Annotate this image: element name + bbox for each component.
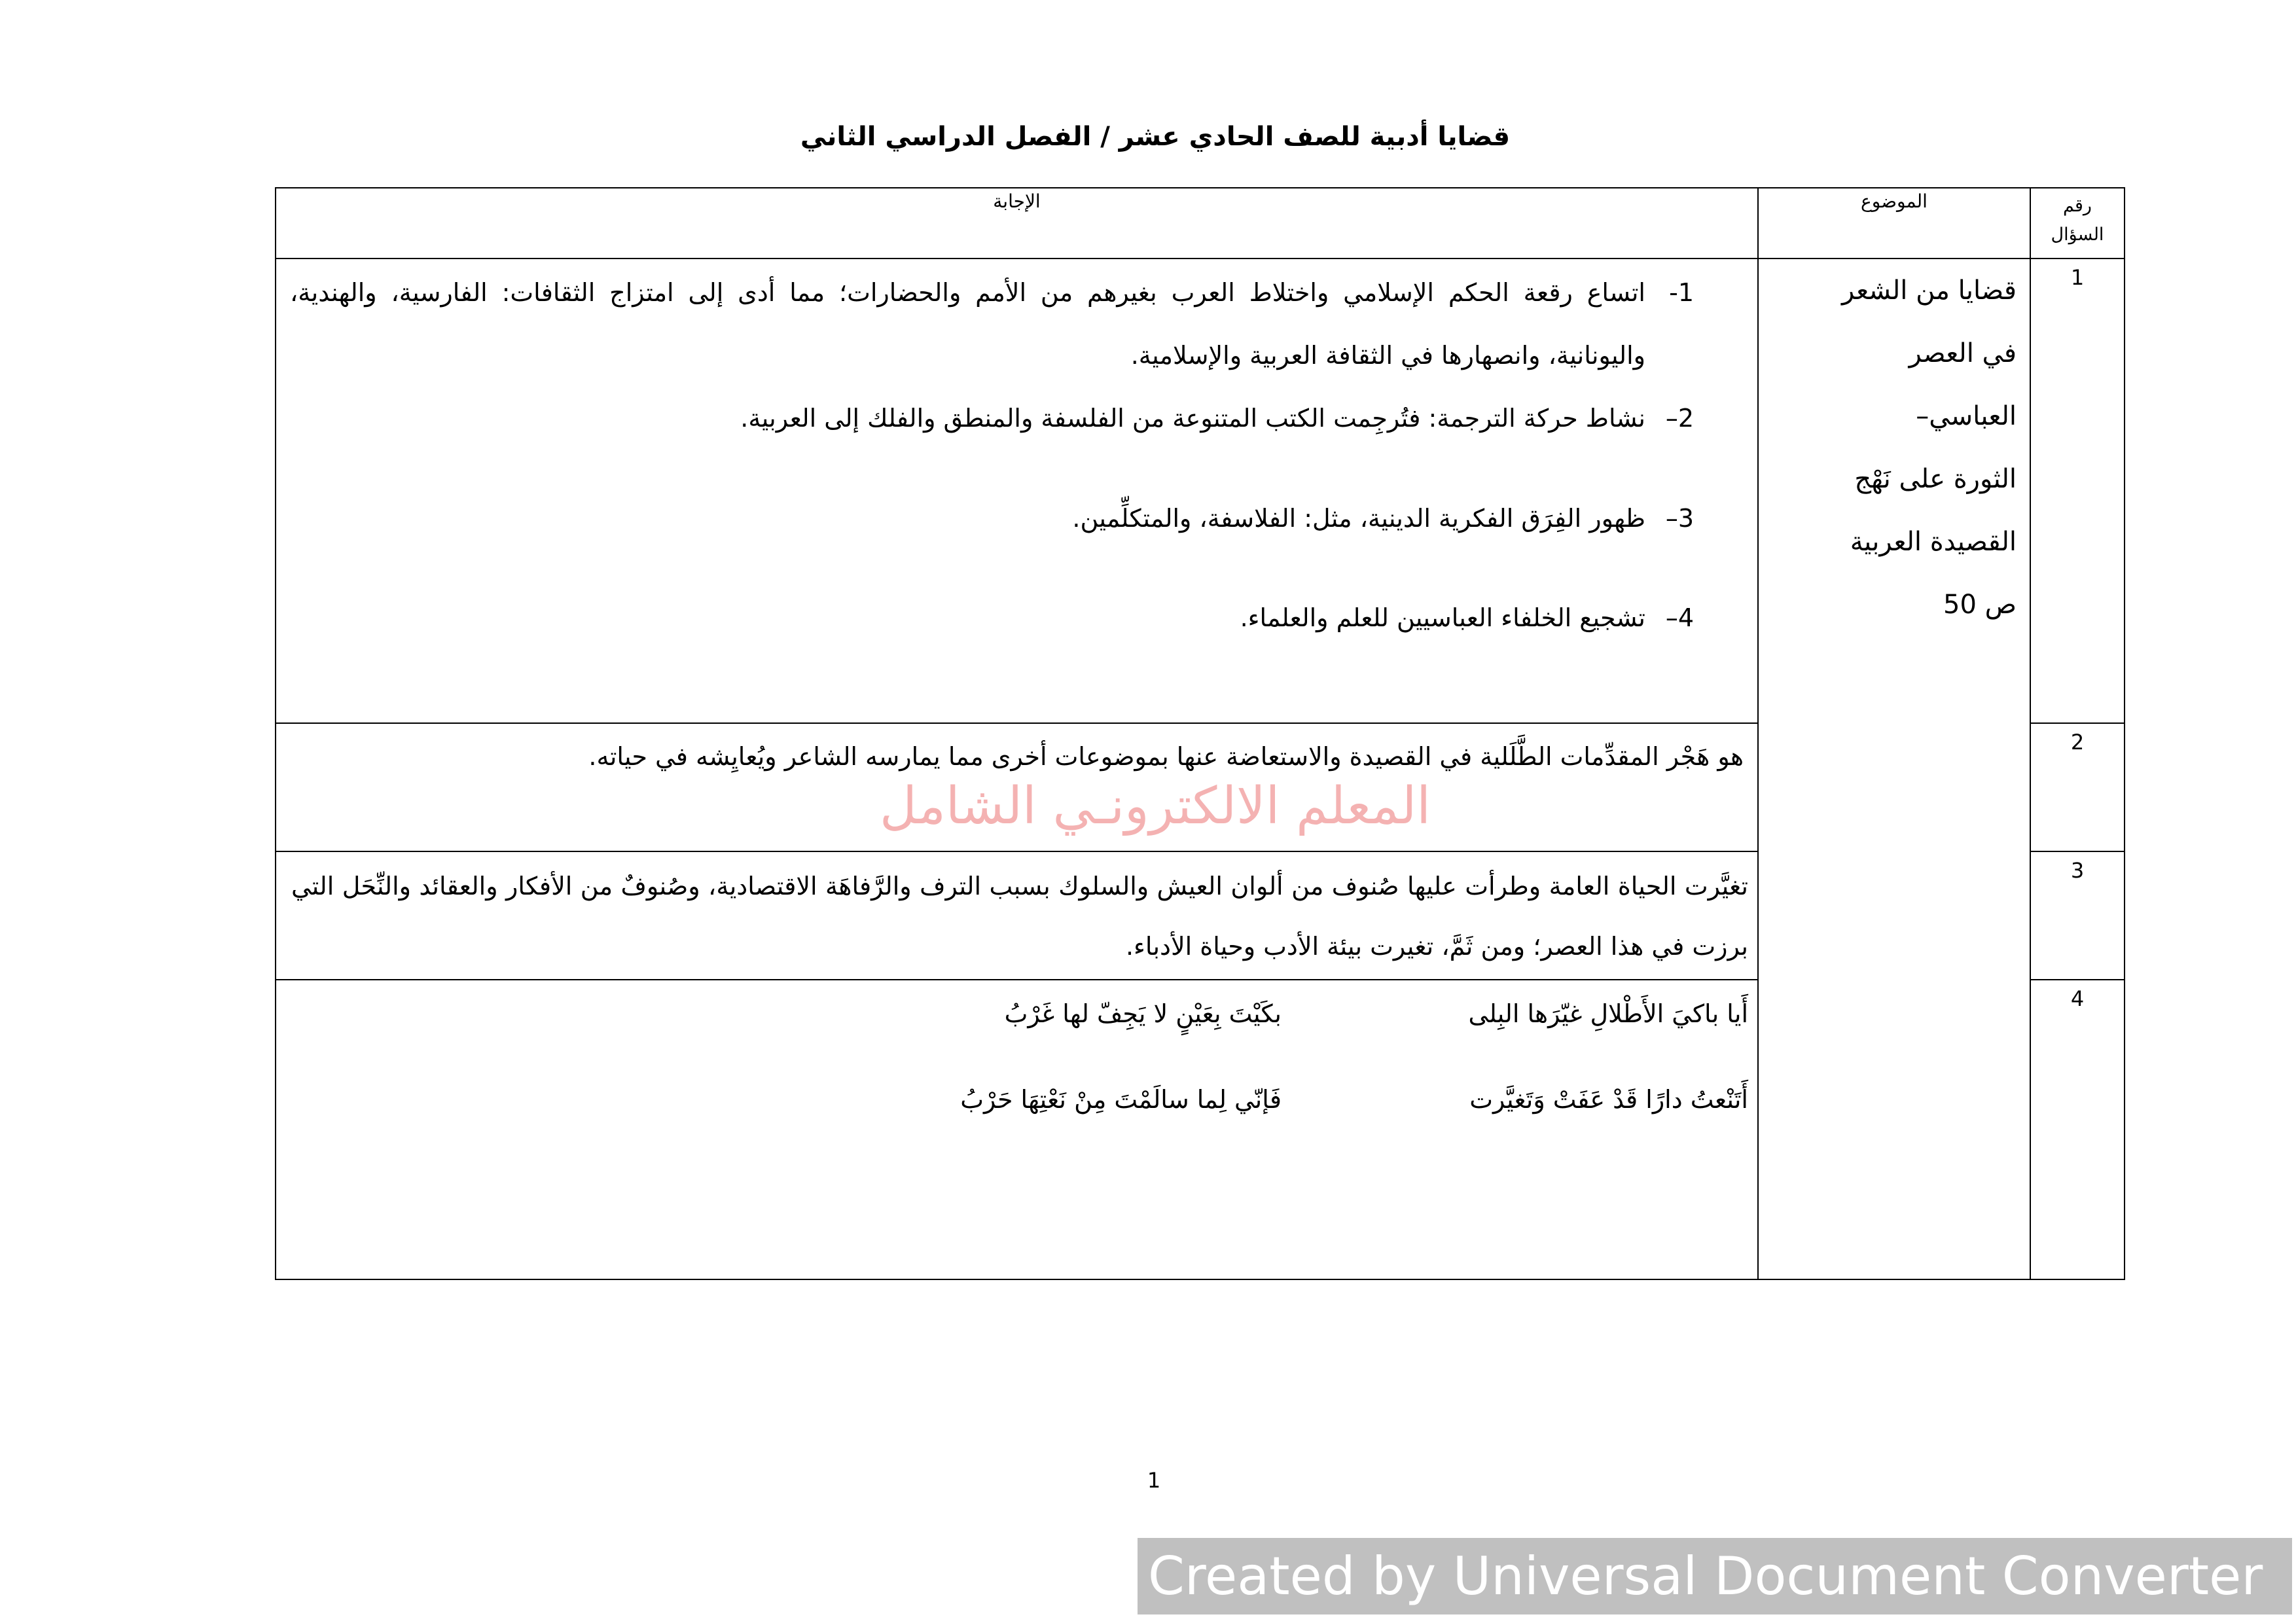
answer-cell-2 <box>275 722 1759 852</box>
topic-line: الثورة على نَهْج <box>1854 464 2017 494</box>
watermark: المعلم الالكترونـي الشامل <box>880 777 1431 836</box>
verse-second-hemistich: بكَيْتَ بِعَيْنٍ لا يَجِفّ لها غَرْبُ <box>1004 999 1282 1028</box>
list-item-number: 2– <box>1665 404 1694 433</box>
question-number: 3 <box>2070 858 2085 883</box>
poem-verse <box>290 1068 1748 1131</box>
answer-text: تغيَّرت الحياة العامة وطرأت عليها صُنوف من ألوان العيش والسلوك بسبب الترف والرَّفاهَة الاقتصادية، وصُنوفٌ من الأفكار والعقائد والنِّحَل التي برزت في هذا العصر؛ ومن ثَمَّ، تغيرت بيئة الأدب وحياة الأدباء. <box>291 872 1748 961</box>
answer-cell-1 <box>275 258 1759 724</box>
answer-list-item <box>290 261 1694 387</box>
header-answer-label: الإجابة <box>993 190 1041 212</box>
poem-verses <box>276 980 1757 1131</box>
topic-line: العباسي– <box>1916 401 2017 431</box>
list-item-number: 1- <box>1669 278 1694 307</box>
question-number: 4 <box>2070 986 2085 1011</box>
list-item-text: ظهور الفِرَق الفكرية الدينية، مثل: الفلاسفة، والمتكلِّمين. <box>1072 504 1645 533</box>
question-number-cell-2 <box>2030 722 2125 852</box>
question-number-cell-1 <box>2030 258 2125 724</box>
verse-first-hemistich: أَتَنْعتُ دارًا قَدْ عَفَتْ وَتَغيَّرت <box>1469 1085 1748 1114</box>
answer-text: هو هَجْر المقدِّمات الطَّلَلية في القصيدة والاستعاضة عنها بموضوعات أخرى مما يمارسه الشاعر ويُعايِشه في حياته. <box>588 742 1744 771</box>
topic-line: في العصر <box>1909 338 2017 368</box>
header-answer-cell <box>275 187 1759 259</box>
question-number: 1 <box>2070 265 2085 290</box>
questions-table <box>275 187 2125 1280</box>
page-number: 1 <box>1147 1468 1161 1493</box>
header-topic-label: الموضوع <box>1861 190 1928 212</box>
topic-line: قضايا من الشعر <box>1842 276 2017 306</box>
converter-banner <box>1138 1538 2292 1614</box>
verse-first-hemistich: أَيا باكيَ الأَطْلالِ غيّرَها البِلى <box>1468 999 1748 1028</box>
list-item-text: اتساع رقعة الحكم الإسلامي واختلاط العرب بغيرهم من الأمم والحضارات؛ مما أدى إلى امتزاج الثقافات: الفارسية، والهندية، واليونانية، وانصهارها في الثقافة العربية والإسلامية. <box>290 278 1645 370</box>
answer-cell-3 <box>275 851 1759 980</box>
document-title: قضايا أدبية للصف الحادي عشر / الفصل الدراسي الثاني <box>800 122 1511 152</box>
verse-second-hemistich: فَإنّي لِما سالَمْتَ مِنْ نَعْتِهَا حَرْبُ <box>960 1085 1282 1114</box>
list-item-text: تشجيع الخلفاء العباسيين للعلم والعلماء. <box>1240 603 1645 632</box>
answer-cell-4 <box>275 979 1759 1280</box>
question-number-cell-3 <box>2030 851 2125 980</box>
topic-text <box>1759 259 2030 636</box>
poem-verse <box>290 982 1748 1045</box>
answer-list-item <box>290 387 1694 450</box>
header-question-number-line: رقم <box>2063 196 2092 216</box>
header-question-number-line: السؤال <box>2051 224 2104 245</box>
header-topic-cell <box>1757 187 2031 259</box>
question-number-cell-4 <box>2030 979 2125 1280</box>
list-item-number: 3– <box>1665 504 1694 533</box>
header-question-number-label <box>2031 188 2124 249</box>
answer-list-item <box>290 586 1694 649</box>
answer-list <box>276 259 1757 649</box>
topic-cell <box>1757 258 2031 1280</box>
list-item-number: 4– <box>1665 603 1694 632</box>
header-question-number-cell <box>2030 187 2125 259</box>
converter-banner-text: Created by Universal Document Converter <box>1148 1546 2263 1607</box>
answer-list-item <box>290 487 1694 550</box>
topic-page-reference: ص 50 <box>1943 590 2017 620</box>
question-number: 2 <box>2070 730 2085 755</box>
list-item-text: نشاط حركة الترجمة: فتُرجِمت الكتب المتنوعة من الفلسفة والمنطق والفلك إلى العربية. <box>740 404 1645 433</box>
topic-line: القصيدة العربية <box>1850 527 2017 557</box>
